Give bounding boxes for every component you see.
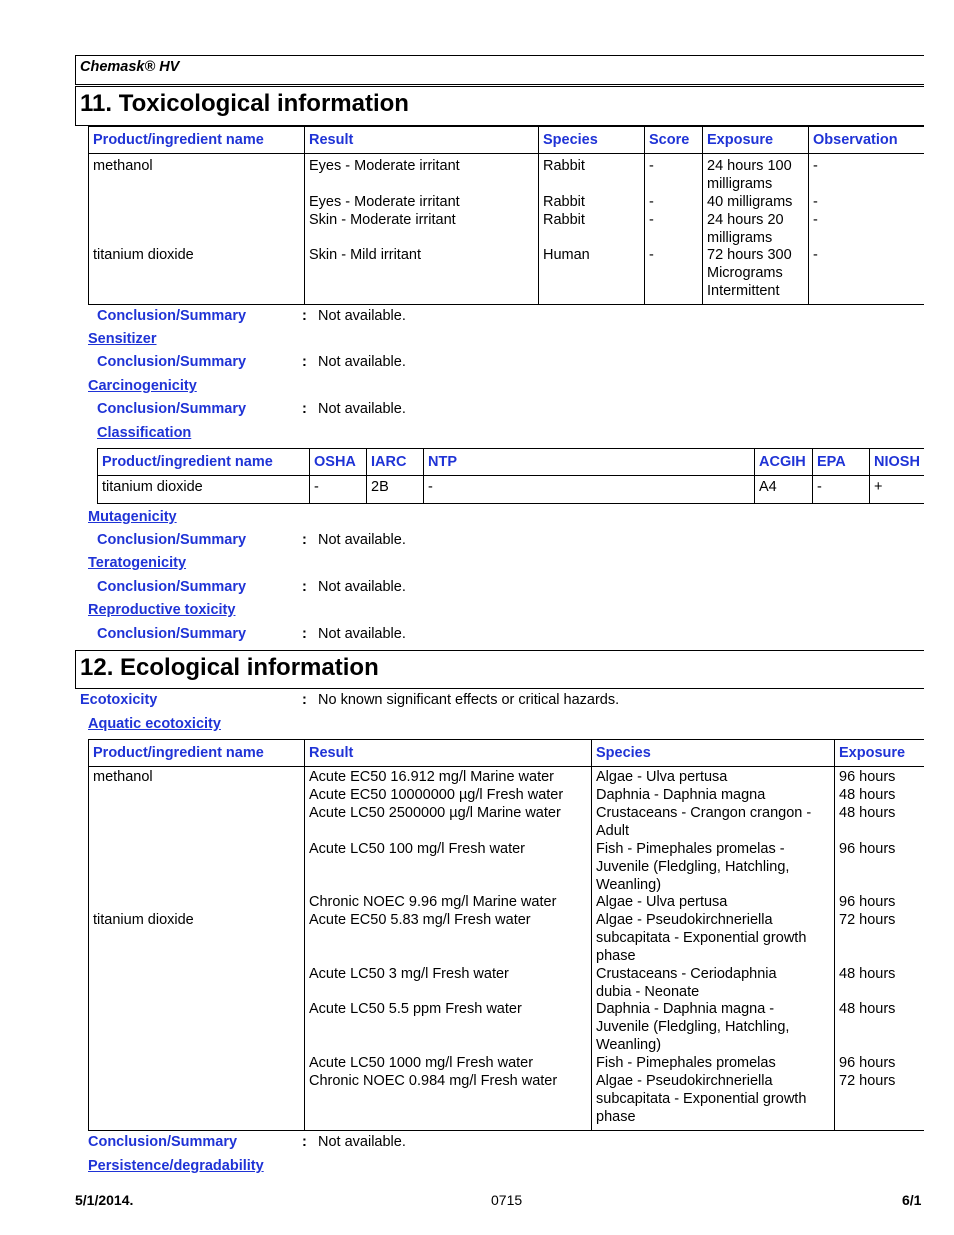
conclusion-label: Conclusion/Summary bbox=[97, 401, 247, 417]
result-value: Chronic NOEC 0.984 mg/l Fresh water bbox=[309, 1073, 558, 1089]
result-value: Skin - Mild irritant bbox=[309, 247, 421, 263]
col-header-product: Product/ingredient name bbox=[89, 740, 305, 767]
colon: : bbox=[302, 692, 307, 708]
col-header-exposure: Exposure bbox=[835, 740, 925, 767]
ingredient-name: titanium dioxide bbox=[93, 912, 194, 928]
result-value: Eyes - Moderate irritant bbox=[309, 194, 460, 210]
species-value: Rabbit bbox=[543, 194, 585, 210]
footer-code: 0715 bbox=[491, 1192, 523, 1208]
colon: : bbox=[302, 1134, 307, 1150]
niosh-value: + bbox=[874, 479, 883, 495]
conclusion-label: Conclusion/Summary bbox=[97, 532, 247, 548]
conclusion-value: Not available. bbox=[318, 626, 406, 642]
sensitizer-link[interactable]: Sensitizer bbox=[88, 331, 157, 347]
result-value: Acute EC50 5.83 mg/l Fresh water bbox=[309, 912, 531, 928]
exposure-value: 72 hours bbox=[839, 912, 896, 928]
reproductive-toxicity-link[interactable]: Reproductive toxicity bbox=[88, 602, 236, 618]
exposure-value: 96 hours bbox=[839, 841, 896, 857]
section-12-title: 12. Ecological information bbox=[80, 654, 379, 681]
section-11-title: 11. Toxicological information bbox=[80, 90, 409, 117]
header-box bbox=[75, 55, 924, 85]
species-value: Rabbit bbox=[543, 212, 585, 228]
ecotoxicity-value: No known significant effects or critical hazards. bbox=[318, 692, 620, 708]
observation-value: - bbox=[813, 212, 818, 228]
result-value: Acute EC50 16.912 mg/l Marine water bbox=[309, 769, 555, 785]
score-value: - bbox=[649, 194, 654, 210]
epa-value: - bbox=[817, 479, 822, 495]
col-header-product: Product/ingredient name bbox=[98, 449, 310, 476]
result-value: Skin - Moderate irritant bbox=[309, 212, 456, 228]
observation-value: - bbox=[813, 194, 818, 210]
footer-page: 6/1 bbox=[902, 1192, 922, 1208]
result-value: Eyes - Moderate irritant bbox=[309, 158, 460, 174]
col-header-epa: EPA bbox=[813, 449, 870, 476]
ingredient-name: titanium dioxide bbox=[102, 479, 203, 495]
ingredient-name: titanium dioxide bbox=[93, 247, 194, 263]
conclusion-label: Conclusion/Summary bbox=[97, 308, 247, 324]
ingredient-name: methanol bbox=[93, 769, 153, 785]
colon: : bbox=[302, 354, 307, 370]
classification-table bbox=[97, 448, 924, 504]
result-value: Acute LC50 100 mg/l Fresh water bbox=[309, 841, 525, 857]
colon: : bbox=[302, 401, 307, 417]
col-header-acgih: ACGIH bbox=[755, 449, 813, 476]
species-value: Crustaceans - Ceriodaphnia dubia - Neonate bbox=[596, 966, 777, 1000]
conclusion-label: Conclusion/Summary bbox=[97, 626, 247, 642]
colon: : bbox=[302, 308, 307, 324]
exposure-value: 48 hours bbox=[839, 787, 896, 803]
footer-date: 5/1/2014. bbox=[75, 1192, 134, 1208]
conclusion-value: Not available. bbox=[318, 532, 406, 548]
teratogenicity-link[interactable]: Teratogenicity bbox=[88, 555, 187, 571]
species-value: Daphnia - Daphnia magna - Juvenile (Fledgling, Hatchling, Weanling) bbox=[596, 1001, 790, 1053]
conclusion-value: Not available. bbox=[318, 354, 406, 370]
species-value: Daphnia - Daphnia magna bbox=[596, 787, 766, 803]
ntp-value: - bbox=[428, 479, 433, 495]
exposure-value: 72 hours 300 Micrograms Intermittent bbox=[707, 247, 792, 299]
colon: : bbox=[302, 626, 307, 642]
col-header-result: Result bbox=[305, 740, 592, 767]
exposure-value: 48 hours bbox=[839, 1001, 896, 1017]
exposure-value: 24 hours 100 milligrams bbox=[707, 158, 792, 192]
col-header-osha: OSHA bbox=[310, 449, 367, 476]
conclusion-label: Conclusion/Summary bbox=[97, 354, 247, 370]
col-header-species: Species bbox=[592, 740, 835, 767]
exposure-value: 24 hours 20 milligrams bbox=[707, 212, 784, 246]
exposure-value: 96 hours bbox=[839, 894, 896, 910]
result-value: Acute LC50 1000 mg/l Fresh water bbox=[309, 1055, 534, 1071]
conclusion-value: Not available. bbox=[318, 401, 406, 417]
exposure-value: 40 milligrams bbox=[707, 194, 793, 210]
colon: : bbox=[302, 579, 307, 595]
col-header-species: Species bbox=[539, 127, 645, 154]
result-value: Acute EC50 10000000 µg/l Fresh water bbox=[309, 787, 564, 803]
col-header-result: Result bbox=[305, 127, 539, 154]
result-value: Chronic NOEC 9.96 mg/l Marine water bbox=[309, 894, 557, 910]
observation-value: - bbox=[813, 158, 818, 174]
col-header-observation: Observation bbox=[809, 127, 925, 154]
species-value: Fish - Pimephales promelas bbox=[596, 1055, 776, 1071]
osha-value: - bbox=[314, 479, 319, 495]
species-value: Algae - Ulva pertusa bbox=[596, 894, 728, 910]
colon: : bbox=[302, 532, 307, 548]
col-header-iarc: IARC bbox=[367, 449, 424, 476]
result-value: Acute LC50 5.5 ppm Fresh water bbox=[309, 1001, 522, 1017]
conclusion-label: Conclusion/Summary bbox=[97, 579, 247, 595]
classification-link[interactable]: Classification bbox=[97, 425, 192, 441]
persistence-link[interactable]: Persistence/degradability bbox=[88, 1158, 264, 1174]
ecotoxicity-label: Ecotoxicity bbox=[80, 692, 158, 708]
conclusion-value: Not available. bbox=[318, 1134, 406, 1150]
conclusion-value: Not available. bbox=[318, 579, 406, 595]
col-header-exposure: Exposure bbox=[703, 127, 809, 154]
exposure-value: 48 hours bbox=[839, 805, 896, 821]
score-value: - bbox=[649, 212, 654, 228]
col-header-ntp: NTP bbox=[424, 449, 755, 476]
result-value: Acute LC50 2500000 µg/l Marine water bbox=[309, 805, 561, 821]
species-value: Algae - Ulva pertusa bbox=[596, 769, 728, 785]
conclusion-value: Not available. bbox=[318, 308, 406, 324]
conclusion-label: Conclusion/Summary bbox=[88, 1134, 238, 1150]
col-header-score: Score bbox=[645, 127, 703, 154]
irritation-table bbox=[88, 126, 924, 305]
exposure-value: 72 hours bbox=[839, 1073, 896, 1089]
score-value: - bbox=[649, 158, 654, 174]
result-value: Acute LC50 3 mg/l Fresh water bbox=[309, 966, 509, 982]
species-value: Fish - Pimephales promelas - Juvenile (Fledgling, Hatchling, Weanling) bbox=[596, 841, 790, 893]
exposure-value: 96 hours bbox=[839, 1055, 896, 1071]
species-value: Algae - Pseudokirchneriella subcapitata - Exponential growth phase bbox=[596, 1073, 807, 1125]
carcinogenicity-link[interactable]: Carcinogenicity bbox=[88, 378, 197, 394]
species-value: Rabbit bbox=[543, 158, 585, 174]
aquatic-table bbox=[88, 739, 924, 1131]
observation-value: - bbox=[813, 247, 818, 263]
col-header-product: Product/ingredient name bbox=[89, 127, 305, 154]
species-value: Crustaceans - Crangon crangon - Adult bbox=[596, 805, 812, 839]
exposure-value: 48 hours bbox=[839, 966, 896, 982]
mutagenicity-link[interactable]: Mutagenicity bbox=[88, 509, 177, 525]
species-value: Human bbox=[543, 247, 590, 263]
species-value: Algae - Pseudokirchneriella subcapitata - Exponential growth phase bbox=[596, 912, 807, 964]
iarc-value: 2B bbox=[371, 479, 389, 495]
col-header-niosh: NIOSH bbox=[870, 449, 925, 476]
acgih-value: A4 bbox=[759, 479, 777, 495]
exposure-value: 96 hours bbox=[839, 769, 896, 785]
aquatic-ecotoxicity-link[interactable]: Aquatic ecotoxicity bbox=[88, 716, 221, 732]
score-value: - bbox=[649, 247, 654, 263]
product-title: Chemask® HV bbox=[80, 59, 180, 75]
ingredient-name: methanol bbox=[93, 158, 153, 174]
